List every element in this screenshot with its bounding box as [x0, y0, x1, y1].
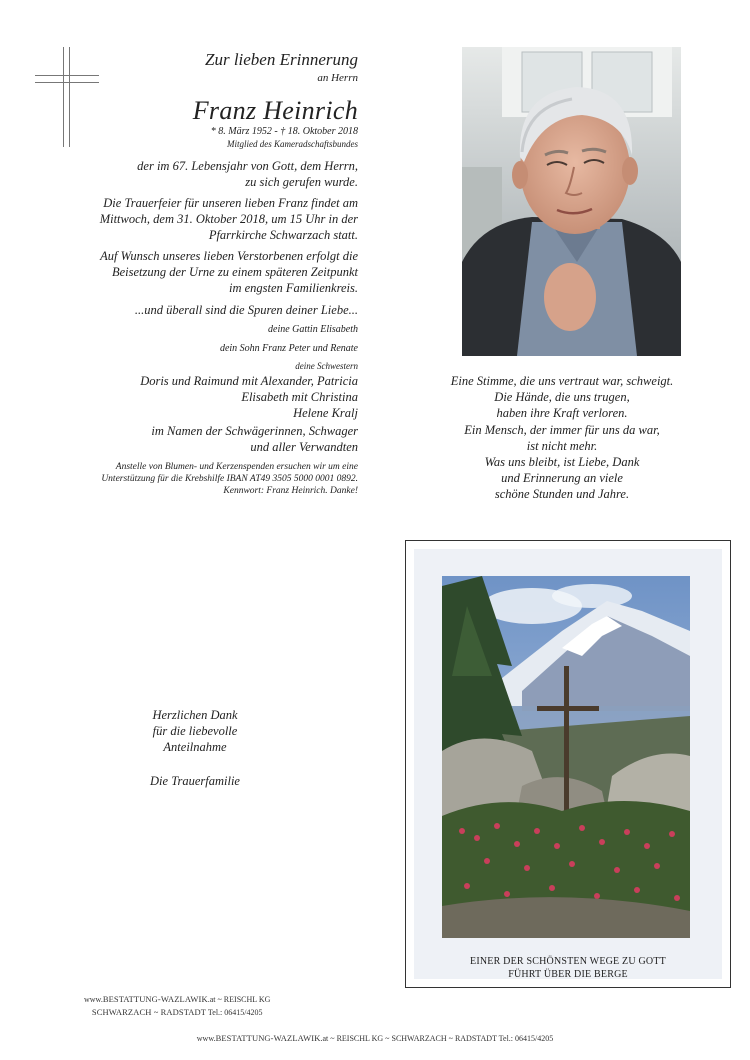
- poem-line: schöne Stunden und Jahre.: [494, 487, 630, 502]
- poem-line: und Erinnerung an viele: [501, 471, 623, 486]
- thanks-line: Herzlichen Dank: [152, 708, 238, 722]
- thanks-line: für die liebevolle: [152, 724, 238, 738]
- mourner-sister-2: Elisabeth mit Christina: [241, 390, 358, 404]
- wooden-cross: [564, 666, 569, 816]
- poem-line: Was uns bleibt, ist Liebe, Dank: [484, 455, 640, 470]
- undertaker-footer: [84, 993, 270, 1019]
- text-line: Kennwort: Franz Heinrich. Danke!: [223, 486, 358, 496]
- burial-text: [100, 248, 358, 296]
- card-caption: [406, 955, 730, 981]
- poem: [420, 373, 704, 503]
- death-text: [137, 158, 358, 190]
- footer-company-locations: .at ~ REISCHL KG ~ SCHWARZACH ~ RADSTADT: [320, 1034, 497, 1043]
- mourner-sister-1: Doris und Raimund mit Alexander, Patricia: [140, 374, 358, 388]
- text-line: zu sich gerufen wurde.: [245, 175, 358, 189]
- memorial-card: [405, 540, 731, 988]
- footer-phone: Tel.: 06415/4205: [206, 1008, 263, 1017]
- portrait-photo: [462, 47, 681, 356]
- thanks-line: Anteilnahme: [163, 740, 227, 754]
- footer-company: .at ~ REISCHL KG: [207, 995, 271, 1004]
- caption-line: EINER DER SCHÖNSTEN WEGE ZU GOTT: [470, 956, 666, 967]
- signature: Die Trauerfamilie: [150, 774, 240, 788]
- poem-line: Ein Mensch, der immer für uns da war,: [464, 422, 660, 437]
- poem-line: Die Hände, die uns trugen,: [494, 390, 630, 405]
- footer-www: www.: [84, 995, 103, 1004]
- salutation: an Herrn: [317, 72, 358, 84]
- text-line: Pfarrkirche Schwarzach statt.: [208, 228, 358, 242]
- mourner-siblings-label: deine Schwestern: [295, 361, 358, 371]
- text-line: Auf Wunsch unseres lieben Verstorbenen erfolgt die: [100, 249, 358, 263]
- heading: Zur lieben Erinnerung: [205, 50, 358, 69]
- funeral-text: [100, 195, 358, 243]
- text-line: Beisetzung der Urne zu einem späteren Zeitpunkt: [111, 265, 358, 279]
- caption-line: FÜHRT ÜBER DIE BERGE: [508, 969, 628, 980]
- text-line: Die Trauerfeier für unseren lieben Franz findet am: [103, 196, 358, 210]
- mountain-cross-picture: [442, 576, 690, 938]
- poem-line: Eine Stimme, die uns vertraut war, schweigt.: [450, 374, 674, 388]
- text-line: Mittwoch, dem 31. Oktober 2018, um 15 Uhr in der: [99, 212, 358, 226]
- motto: ...und überall sind die Spuren deiner Liebe...: [134, 303, 358, 317]
- membership: Mitglied des Kameradschaftsbundes: [227, 139, 358, 149]
- mourner-sister-3: Helene Kralj: [293, 406, 358, 420]
- footer-brand: BESTATTUNG-WAZLAWIK: [215, 1033, 321, 1043]
- page-footer: [0, 1033, 750, 1043]
- mourner-inlaws: im Namen der Schwägerinnen, Schwager: [151, 424, 358, 438]
- text-line: im engsten Familienkreis.: [228, 281, 358, 295]
- footer-phone: Tel.: 06415/4205: [496, 1034, 554, 1043]
- deceased-name: Franz Heinrich: [192, 96, 358, 125]
- life-dates: * 8. März 1952 - † 18. Oktober 2018: [210, 126, 358, 137]
- poem-line: ist nicht mehr.: [526, 438, 598, 453]
- text-line: der im 67. Lebensjahr von Gott, dem Herrn,: [137, 159, 358, 173]
- mourner-son: dein Sohn Franz Peter und Renate: [219, 343, 358, 354]
- footer-locations: SCHWARZACH ~ RADSTADT: [91, 1007, 207, 1017]
- footer-brand: BESTATTUNG-WAZLAWIK: [102, 994, 208, 1004]
- text-line: Unterstützung für die Krebshilfe IBAN AT49 3505 5000 0001 0892.: [101, 474, 358, 484]
- poem-line: haben ihre Kraft verloren.: [496, 406, 628, 421]
- footer-www: www.: [196, 1034, 216, 1043]
- donation-note: [101, 461, 358, 497]
- mourner-relatives: und aller Verwandten: [250, 440, 358, 454]
- thanks: [110, 707, 280, 755]
- mourner-wife: deine Gattin Elisabeth: [268, 324, 358, 335]
- text-line: Anstelle von Blumen- und Kerzenspenden ersuchen wir um eine: [115, 462, 358, 472]
